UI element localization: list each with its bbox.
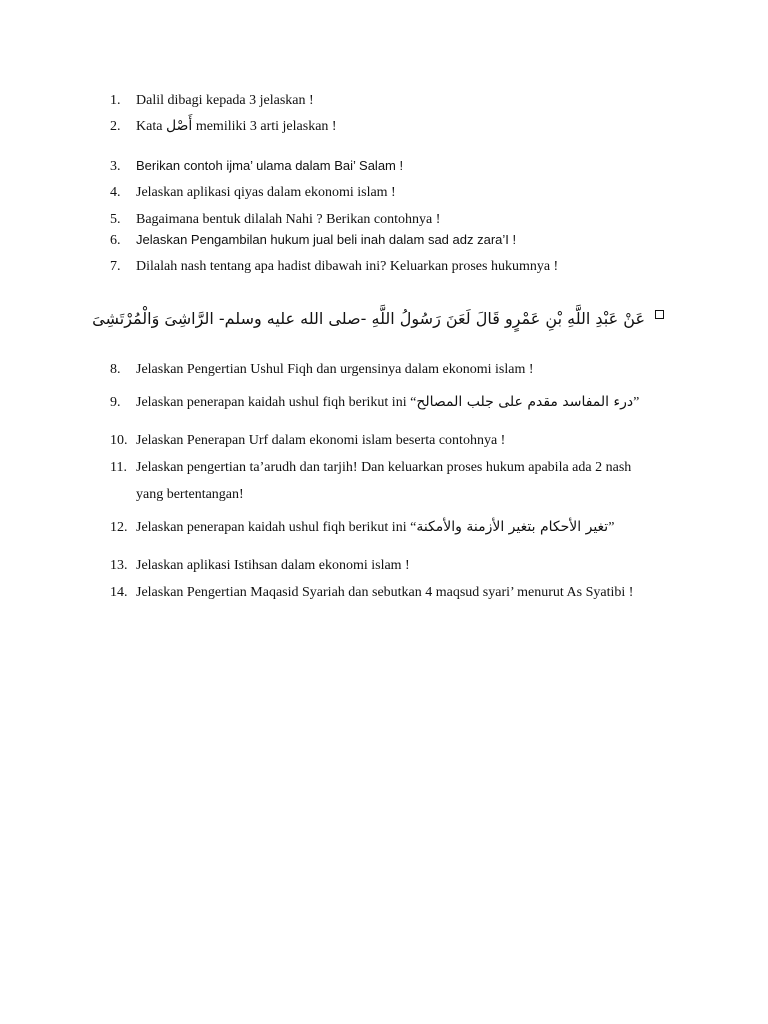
square-bullet-icon: [655, 310, 664, 319]
question-14: [110, 584, 633, 602]
question-text-post: ”: [608, 520, 615, 535]
question-text-pre: Kata: [136, 119, 163, 134]
question-number: 2.: [110, 119, 121, 134]
question-number: 5.: [110, 212, 121, 227]
hadith-arabic: [92, 306, 664, 332]
question-number: 14.: [110, 585, 128, 600]
question-13: [110, 557, 410, 575]
question-2: [110, 117, 337, 136]
question-number: 13.: [110, 558, 128, 573]
question-number: 11.: [110, 460, 127, 475]
question-number: 1.: [110, 93, 121, 108]
question-number: 12.: [110, 520, 128, 535]
arabic-term: أَصْل: [165, 118, 193, 134]
question-7: [110, 258, 558, 276]
arabic-maxim: درء المفاسد مقدم على جلب المصالح: [416, 394, 634, 410]
question-8: [110, 361, 534, 379]
question-text-post: memiliki 3 arti jelaskan !: [195, 119, 337, 134]
question-number: 7.: [110, 259, 121, 274]
question-6: [110, 231, 516, 250]
question-text-post: ”: [633, 395, 640, 410]
question-text: Jelaskan Penerapan Urf dalam ekonomi islam beserta contohnya !: [136, 433, 506, 448]
question-3: [110, 157, 403, 176]
question-number: 6.: [110, 233, 121, 248]
question-number: 4.: [110, 185, 121, 200]
question-text: Jelaskan Pengertian Ushul Fiqh dan urgensinya dalam ekonomi islam !: [136, 362, 534, 377]
question-text: Jelaskan Pengertian Maqasid Syariah dan sebutkan 4 maqsud syari’ menurut As Syatibi !: [136, 585, 634, 600]
question-text: Jelaskan aplikasi qiyas dalam ekonomi islam !: [136, 185, 396, 200]
question-text: Jelaskan pengertian ta’arudh dan tarjih! Dan keluarkan proses hukum apabila ada 2 nash: [136, 460, 632, 475]
question-10: [110, 432, 505, 450]
question-text: Jelaskan aplikasi Istihsan dalam ekonomi islam !: [136, 558, 410, 573]
hadith-text: عَنْ عَبْدِ اللَّهِ بْنِ عَمْرٍو قَالَ لَعَنَ رَسُولُ اللَّهِ -صلى الله عليه وسلم- الرَّاشِىَ وَالْمُرْتَشِىَ: [92, 309, 645, 328]
question-1: [110, 92, 314, 110]
question-text-pre: Jelaskan penerapan kaidah ushul fiqh berikut ini “: [136, 395, 417, 410]
question-text: Bagaimana bentuk dilalah Nahi ? Berikan contohnya !: [136, 212, 441, 227]
question-number: 8.: [110, 362, 121, 377]
question-11-continuation: yang bertentangan!: [136, 487, 244, 502]
question-number: 9.: [110, 395, 121, 410]
question-text: Dalil dibagi kepada 3 jelaskan !: [136, 93, 314, 108]
question-4: [110, 184, 396, 202]
question-12: [110, 518, 614, 537]
question-text: Jelaskan Pengambilan hukum jual beli inah dalam sad adz zara’I !: [136, 232, 517, 247]
question-11: [110, 459, 631, 477]
arabic-maxim: تغير الأحكام بتغير الأزمنة والأمكنة: [416, 519, 609, 535]
question-text: Berikan contoh ijma’ ulama dalam Bai’ Salam !: [136, 158, 404, 173]
question-text-pre: Jelaskan penerapan kaidah ushul fiqh berikut ini “: [136, 520, 417, 535]
question-number: 3.: [110, 159, 121, 174]
question-text: Dilalah nash tentang apa hadist dibawah ini? Keluarkan proses hukumnya !: [136, 259, 559, 274]
question-number: 10.: [110, 433, 128, 448]
question-9: [110, 393, 639, 412]
question-5: [110, 211, 440, 229]
